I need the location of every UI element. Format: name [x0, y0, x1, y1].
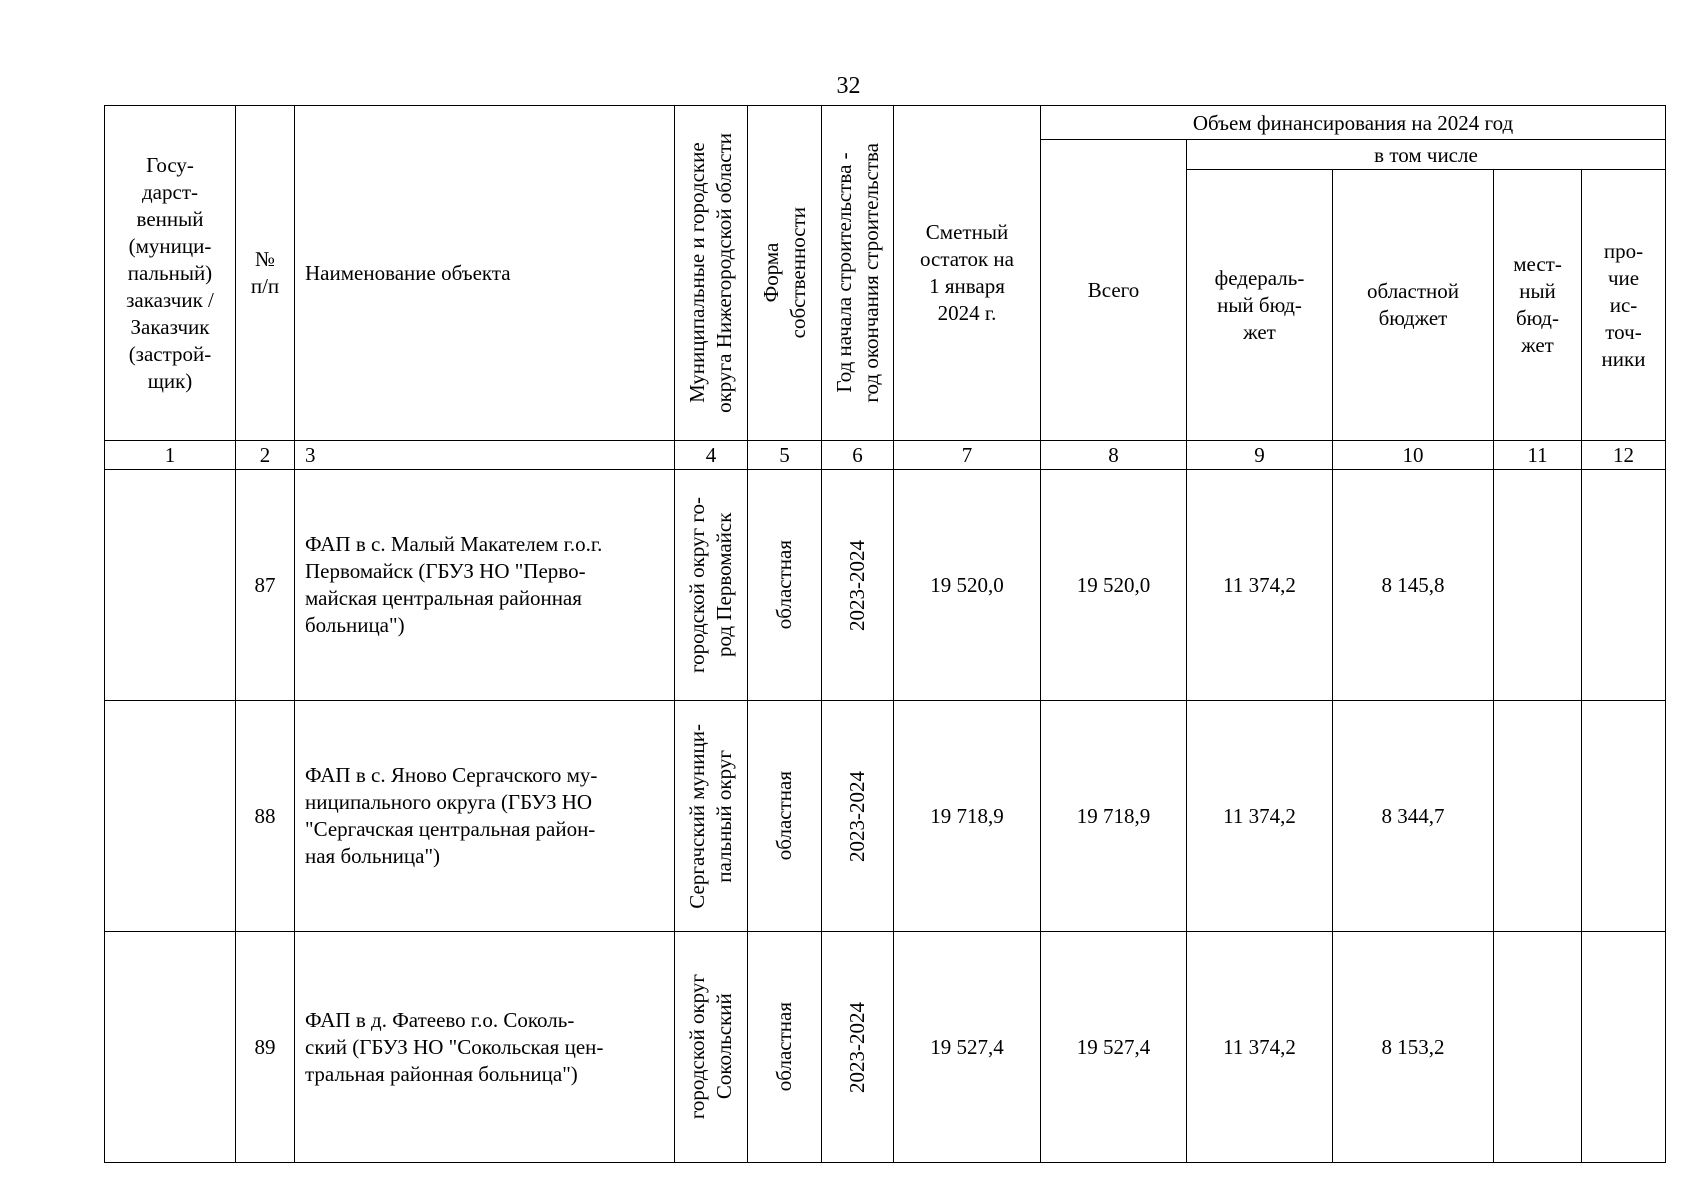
- header-funding-title: Объем финансирования на 2024 год: [1041, 106, 1666, 140]
- page-number: 32: [836, 73, 861, 99]
- cell-object-name: ФАП в с. Малый Макателем г.о.г. Первомайск (ГБУЗ НО "Перво- майская центральная районная больница"): [295, 470, 675, 701]
- cell-regional: 8 344,7: [1333, 701, 1494, 932]
- cell-other: [1582, 932, 1666, 1163]
- header-regional: областной бюджет: [1333, 170, 1494, 441]
- cell-number: 88: [236, 701, 295, 932]
- cell-ownership: областная: [748, 470, 822, 701]
- cell-total: 19 527,4: [1041, 932, 1187, 1163]
- table-row: [105, 470, 1666, 701]
- column-number: 8: [1041, 441, 1187, 470]
- header-ownership: Форма собственности: [748, 106, 822, 441]
- table-row: [105, 932, 1666, 1163]
- cell-federal: 11 374,2: [1187, 470, 1333, 701]
- table-row: [105, 701, 1666, 932]
- column-number: 6: [822, 441, 894, 470]
- cell-ownership: областная: [748, 932, 822, 1163]
- cell-other: [1582, 701, 1666, 932]
- column-numbers-row: [105, 441, 1666, 470]
- column-number: 7: [894, 441, 1041, 470]
- cell-estimate: 19 527,4: [894, 932, 1041, 1163]
- financing-table: [104, 105, 1666, 1163]
- cell-federal: 11 374,2: [1187, 701, 1333, 932]
- cell-regional: 8 153,2: [1333, 932, 1494, 1163]
- header-other: про- чие ис- точ- ники: [1582, 170, 1666, 441]
- header-years: Год начала строительства - год окончания строительства: [822, 106, 894, 441]
- column-number: 2: [236, 441, 295, 470]
- column-number: 9: [1187, 441, 1333, 470]
- cell-district: городской округ го- род Первомайск: [675, 470, 748, 701]
- cell-federal: 11 374,2: [1187, 932, 1333, 1163]
- header-including: в том числе: [1187, 140, 1666, 170]
- cell-other: [1582, 470, 1666, 701]
- cell-district: Сергачский муници- пальный округ: [675, 701, 748, 932]
- cell-years: 2023-2024: [822, 470, 894, 701]
- header-local: мест- ный бюд- жет: [1494, 170, 1582, 441]
- column-number: 1: [105, 441, 236, 470]
- cell-estimate: 19 520,0: [894, 470, 1041, 701]
- cell-customer: [105, 932, 236, 1163]
- column-number: 12: [1582, 441, 1666, 470]
- header-total: Всего: [1041, 140, 1187, 441]
- cell-estimate: 19 718,9: [894, 701, 1041, 932]
- cell-total: 19 520,0: [1041, 470, 1187, 701]
- cell-object-name: ФАП в с. Яново Сергачского му- ниципального округа (ГБУЗ НО "Сергачская центральная район- ная больница"): [295, 701, 675, 932]
- cell-years: 2023-2024: [822, 701, 894, 932]
- cell-years: 2023-2024: [822, 932, 894, 1163]
- column-number: 10: [1333, 441, 1494, 470]
- header-number: № п/п: [236, 106, 295, 441]
- cell-object-name: ФАП в д. Фатеево г.о. Соколь- ский (ГБУЗ НО "Сокольская цен- тральная районная больница"): [295, 932, 675, 1163]
- cell-local: [1494, 932, 1582, 1163]
- cell-customer: [105, 470, 236, 701]
- cell-district: городской округ Сокольский: [675, 932, 748, 1163]
- cell-local: [1494, 701, 1582, 932]
- column-number: 4: [675, 441, 748, 470]
- cell-regional: 8 145,8: [1333, 470, 1494, 701]
- cell-number: 87: [236, 470, 295, 701]
- cell-local: [1494, 470, 1582, 701]
- header-customer: Госу- дарст- венный (муници- пальный) заказчик / Заказчик (застрой- щик): [105, 106, 236, 441]
- header-estimate: Сметный остаток на 1 января 2024 г.: [894, 106, 1041, 441]
- column-number: 5: [748, 441, 822, 470]
- cell-number: 89: [236, 932, 295, 1163]
- column-number: 11: [1494, 441, 1582, 470]
- cell-ownership: областная: [748, 701, 822, 932]
- cell-total: 19 718,9: [1041, 701, 1187, 932]
- header-federal: федераль- ный бюд- жет: [1187, 170, 1333, 441]
- column-number: 3: [295, 441, 675, 470]
- header-object-name: Наименование объекта: [295, 106, 675, 441]
- cell-customer: [105, 701, 236, 932]
- header-district: Муниципальные и городские округа Нижегородской области: [675, 106, 748, 441]
